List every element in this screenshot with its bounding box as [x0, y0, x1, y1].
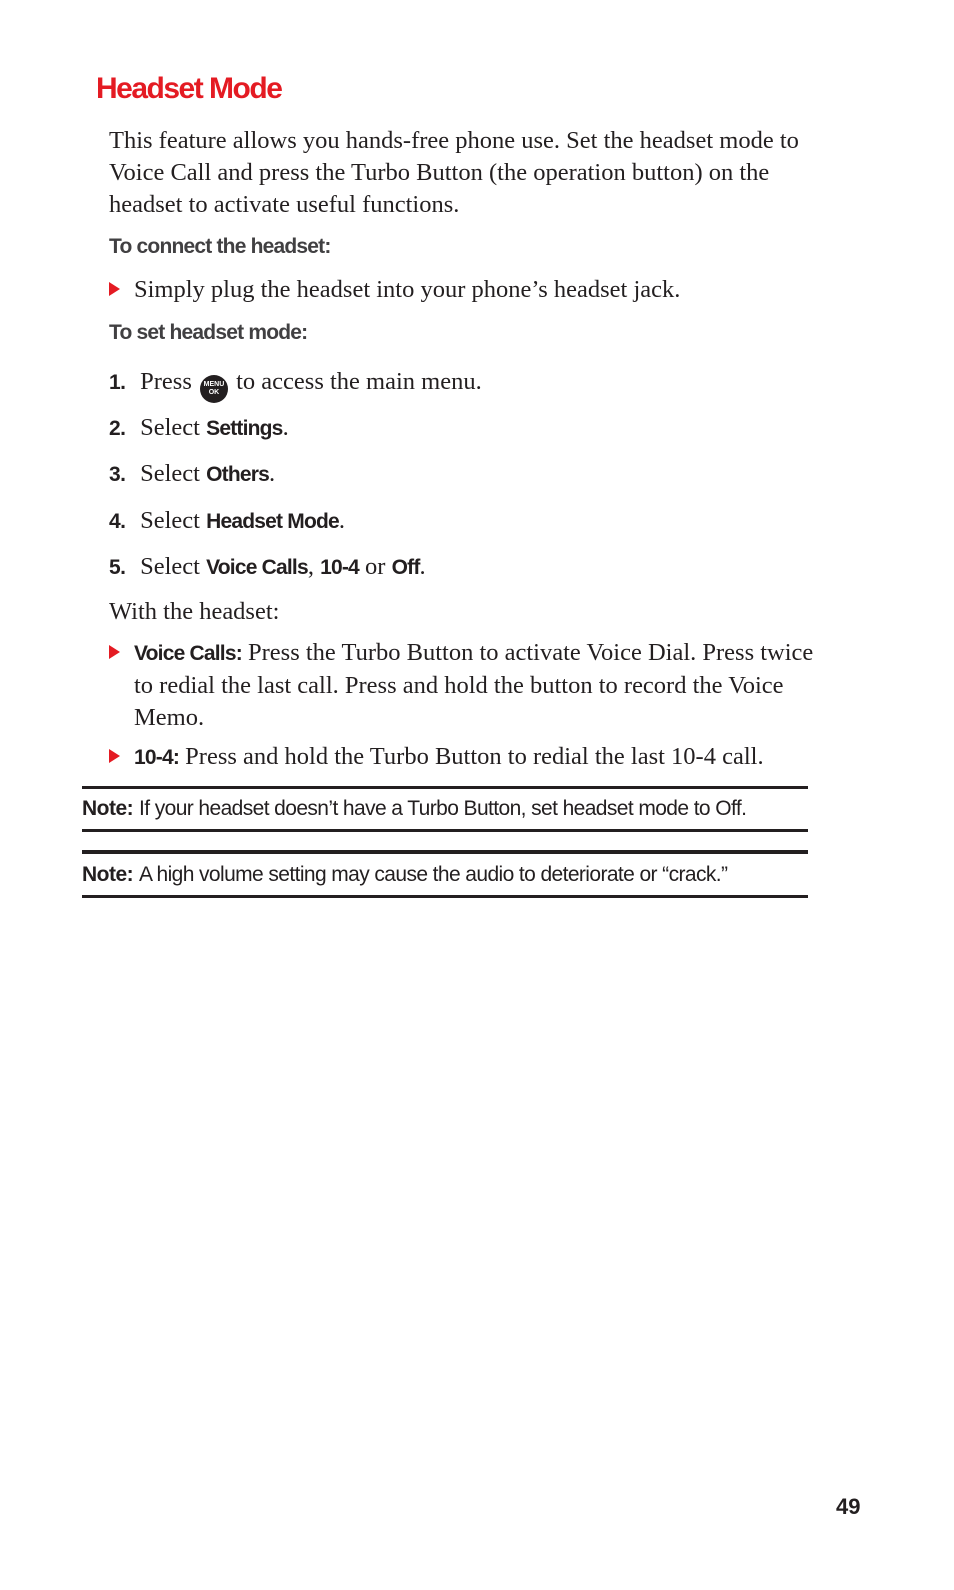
connect-bullet-text: Simply plug the headset into your phone’s headset jack. — [134, 276, 681, 303]
with-headset-lead: With the headset: — [109, 598, 280, 625]
menu-key-top: MENU — [203, 381, 225, 388]
step-text: Press — [140, 368, 192, 395]
step-text: Select — [140, 507, 200, 534]
set-mode-subheading: To set headset mode: — [109, 321, 308, 344]
step-number: 3. — [109, 463, 126, 486]
menu-option-headset-mode: Headset Mode — [206, 510, 339, 533]
step-separator: or — [365, 553, 386, 580]
step-text: Select — [140, 553, 200, 580]
note-label: Note: — [82, 863, 134, 886]
ten-four-bullet-text — [134, 741, 824, 774]
note-label: Note: — [82, 797, 134, 820]
step-punct: . — [338, 507, 346, 534]
bullet-body: Press the Turbo Button to activate Voice Dial. Press twice to redial the last call. Press and hold the button to record the Voice Memo. — [134, 639, 814, 731]
step-2 — [109, 412, 289, 445]
step-punct: . — [269, 460, 276, 487]
voice-calls-bullet-text — [134, 637, 824, 734]
step-number: 2. — [109, 417, 126, 440]
step-punct: . — [282, 414, 289, 441]
step-number: 5. — [109, 556, 126, 579]
step-separator: , — [307, 553, 314, 580]
step-1 — [109, 366, 482, 403]
step-number: 4. — [109, 510, 126, 533]
menu-option-settings: Settings — [206, 417, 283, 440]
menu-ok-key-icon — [200, 375, 228, 403]
connect-subheading: To connect the headset: — [109, 235, 331, 258]
bullet-arrow-icon — [109, 645, 120, 659]
step-text: Select — [140, 414, 200, 441]
note-text: A high volume setting may cause the audio to deteriorate or “crack.” — [139, 863, 728, 886]
option-10-4: 10-4 — [320, 556, 359, 579]
page-number: 49 — [836, 1494, 861, 1519]
menu-option-others: Others — [206, 463, 270, 486]
step-punct: . — [419, 553, 426, 580]
note-box — [82, 786, 808, 832]
step-text: Select — [140, 460, 200, 487]
bullet-arrow-icon — [109, 282, 120, 296]
voice-calls-bullet — [109, 637, 824, 734]
step-3 — [109, 458, 275, 491]
connect-bullet — [109, 274, 824, 306]
intro-paragraph: This feature allows you hands-free phone use. Set the headset mode to Voice Call and press the Turbo Button (the operation button) on the headset to activate useful functions. — [109, 127, 799, 218]
page-title: Headset Mode — [96, 72, 282, 105]
ten-four-bullet — [109, 741, 824, 774]
bullet-body: Press and hold the Turbo Button to redial the last 10-4 call. — [185, 743, 764, 770]
option-off: Off — [391, 556, 420, 579]
bullet-term: Voice Calls: — [134, 642, 242, 665]
bullet-term: 10-4: — [134, 746, 180, 769]
note-text: If your headset doesn’t have a Turbo Button, set headset mode to Off. — [139, 797, 747, 820]
note-box — [82, 850, 808, 898]
step-4 — [109, 505, 345, 538]
menu-key-bottom: OK — [208, 389, 220, 396]
option-voice-calls: Voice Calls — [206, 556, 308, 579]
step-number: 1. — [109, 371, 126, 394]
bullet-arrow-icon — [109, 749, 120, 763]
step-text-after: to access the main menu. — [236, 368, 482, 395]
step-5 — [109, 551, 426, 584]
